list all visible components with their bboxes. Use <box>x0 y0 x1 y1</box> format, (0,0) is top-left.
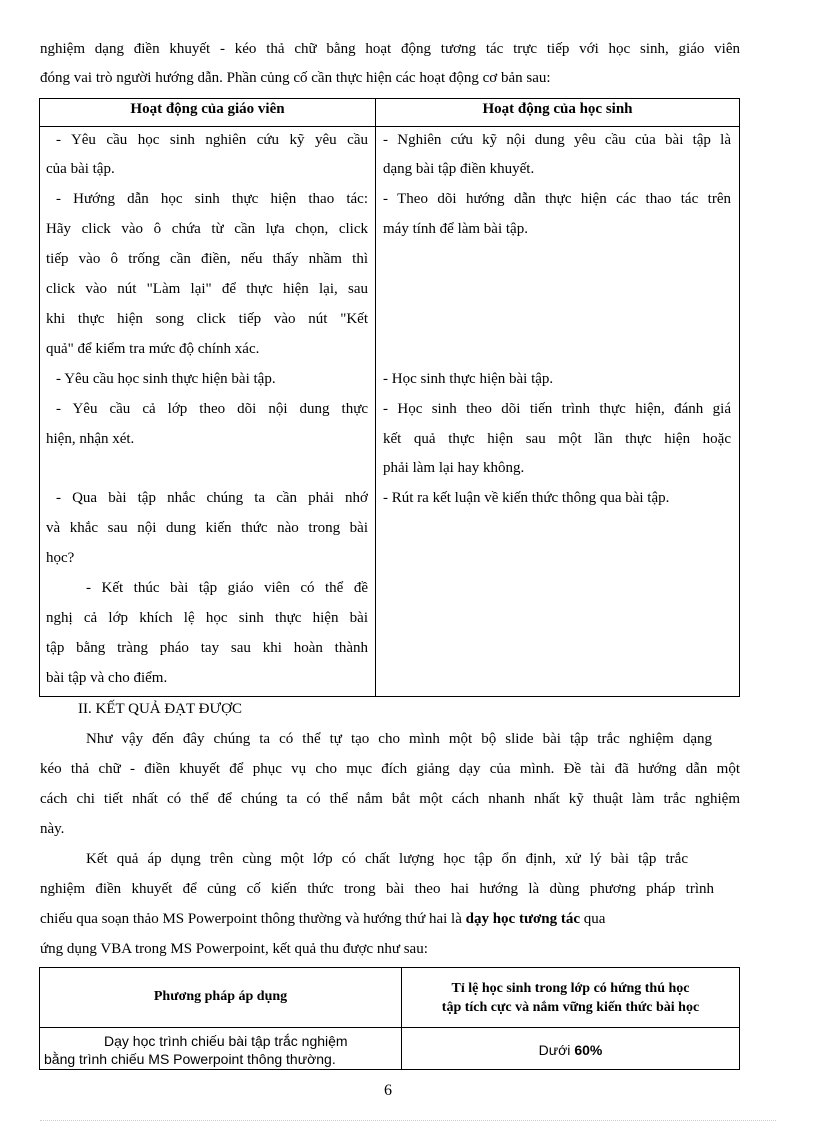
results-border-bottom <box>39 1069 740 1070</box>
results-header-method: Phương pháp áp dụng <box>153 989 288 1004</box>
student-line: - Rút ra kết luận về kiến thức thông qua bài tập. <box>383 490 670 506</box>
results-row-ratio <box>402 1041 739 1059</box>
table-border-bottom <box>39 696 740 697</box>
table-border-left <box>39 98 40 697</box>
teacher-line: - Yêu cầu học sinh nghiên cứu kỹ yêu cầu <box>56 132 368 148</box>
results-border-top <box>39 967 740 968</box>
paragraph-2-line: Kết quả áp dụng trên cùng một lớp có chất lượng học tập ổn định, xử lý bài tập trắc <box>86 851 688 867</box>
teacher-line: nghị cả lớp khích lệ học sinh thực hiện bài <box>46 610 368 626</box>
results-header-divider <box>39 1027 740 1028</box>
student-line: - Học sinh theo dõi tiến trình thực hiện, đánh giá <box>383 401 731 417</box>
page-number: 6 <box>384 1082 392 1099</box>
table-header-divider <box>39 126 740 127</box>
teacher-line: click vào nút "Làm lại" để thực hiện lại, sau <box>46 281 368 297</box>
results-header-ratio <box>402 979 739 1017</box>
teacher-line: và khắc sau nội dung kiến thức nào trong bài <box>46 520 368 536</box>
results-header-ratio-line: Tỉ lệ học sinh trong lớp có hứng thú học <box>451 981 690 996</box>
student-line: kết quả thực hiện sau một lần thực hiện hoặc <box>383 431 731 447</box>
teacher-line: Hãy click vào ô chứa từ cần lựa chọn, click <box>46 221 368 237</box>
paragraph-1-line: cách chi tiết nhất có thể để chúng ta có thể nắm bắt một cách nhanh nhất kỹ thuật làm trắc nghiệm <box>40 791 740 807</box>
teacher-line: của bài tập. <box>46 161 115 177</box>
paragraph-1-line: Như vậy đến đây chúng ta có thể tự tạo cho mình một bộ slide bài tập trắc nghiệm dạng <box>86 731 712 747</box>
teacher-line: - Yêu cầu cả lớp theo dõi nội dung thực <box>56 401 368 417</box>
header-student: Hoạt động của học sinh <box>482 101 633 117</box>
results-header-ratio-line: tập tích cực và nắm vững kiến thức bài học <box>441 1000 700 1015</box>
student-line: phải làm lại hay không. <box>383 460 525 476</box>
teacher-line: - Qua bài tập nhắc chúng ta cần phải nhớ <box>56 490 368 506</box>
student-line: - Theo dõi hướng dẫn thực hiện các thao tác trên <box>383 191 731 207</box>
results-row-ratio-prefix: Dưới <box>538 1042 571 1058</box>
footer-divider <box>40 1120 776 1121</box>
teacher-line: bài tập và cho điểm. <box>46 670 168 686</box>
student-line: máy tính để làm bài tập. <box>383 221 528 237</box>
results-border-right <box>739 967 740 1070</box>
paragraph-2-line: ứng dụng VBA trong MS Powerpoint, kết quả thu được như sau: <box>40 941 428 957</box>
teacher-line: khi thực hiện song click tiếp vào nút "Kết <box>46 311 368 327</box>
section-heading: II. KẾT QUẢ ĐẠT ĐƯỢC <box>78 701 242 717</box>
teacher-line: - Kết thúc bài tập giáo viên có thể đề <box>86 580 368 596</box>
paragraph-2-text: qua <box>583 911 606 927</box>
emphasis-interactive-teaching: dạy học tương tác <box>465 911 581 927</box>
teacher-line: tập bằng tràng pháo tay sau khi hoàn thành <box>46 640 368 656</box>
student-line: - Học sinh thực hiện bài tập. <box>383 371 554 387</box>
teacher-line: quả" để kiểm tra mức độ chính xác. <box>46 341 260 357</box>
student-line: dạng bài tập điền khuyết. <box>383 161 535 177</box>
results-row-method-line: Dạy học trình chiếu bài tập trắc nghiệm <box>104 1033 348 1049</box>
teacher-line: tiếp vào ô trống cần điền, nếu thấy nhầm thì <box>46 251 368 267</box>
results-row-ratio-value: 60% <box>574 1042 603 1058</box>
paragraph-2-line <box>40 910 605 928</box>
teacher-line: hiện, nhận xét. <box>46 431 135 447</box>
table-border-right <box>739 98 740 697</box>
table-column-divider <box>375 98 376 697</box>
paragraph-1-line: kéo thả chữ - điền khuyết để phục vụ cho mục đích giảng dạy của mình. Đề tài đã hướng dẫn một <box>40 761 740 777</box>
intro-line-1: nghiệm dạng điền khuyết - kéo thả chữ bằng hoạt động tương tác trực tiếp với học sinh, giáo viên <box>40 41 740 57</box>
results-row-method-line: bằng trình chiếu MS Powerpoint thông thường. <box>44 1051 336 1067</box>
paragraph-2-line: nghiệm điền khuyết để củng cố kiến thức trong bài theo hai hướng là dùng phương pháp trình <box>40 881 714 897</box>
results-border-left <box>39 967 40 1070</box>
header-teacher: Hoạt động của giáo viên <box>130 101 285 117</box>
paragraph-2-text: chiếu qua soạn thảo MS Powerpoint thông thường và hướng thứ hai là <box>40 911 462 927</box>
intro-line-2: đóng vai trò người hướng dẫn. Phần củng cố cần thực hiện các hoạt động cơ bản sau: <box>40 70 551 86</box>
student-line: - Nghiên cứu kỹ nội dung yêu cầu của bài tập là <box>383 132 731 148</box>
teacher-line: - Yêu cầu học sinh thực hiện bài tập. <box>56 371 276 387</box>
table-border-top <box>39 98 740 99</box>
teacher-line: học? <box>46 550 75 566</box>
paragraph-1-line: này. <box>40 821 65 837</box>
teacher-line: - Hướng dẫn học sinh thực hiện thao tác: <box>56 191 368 207</box>
